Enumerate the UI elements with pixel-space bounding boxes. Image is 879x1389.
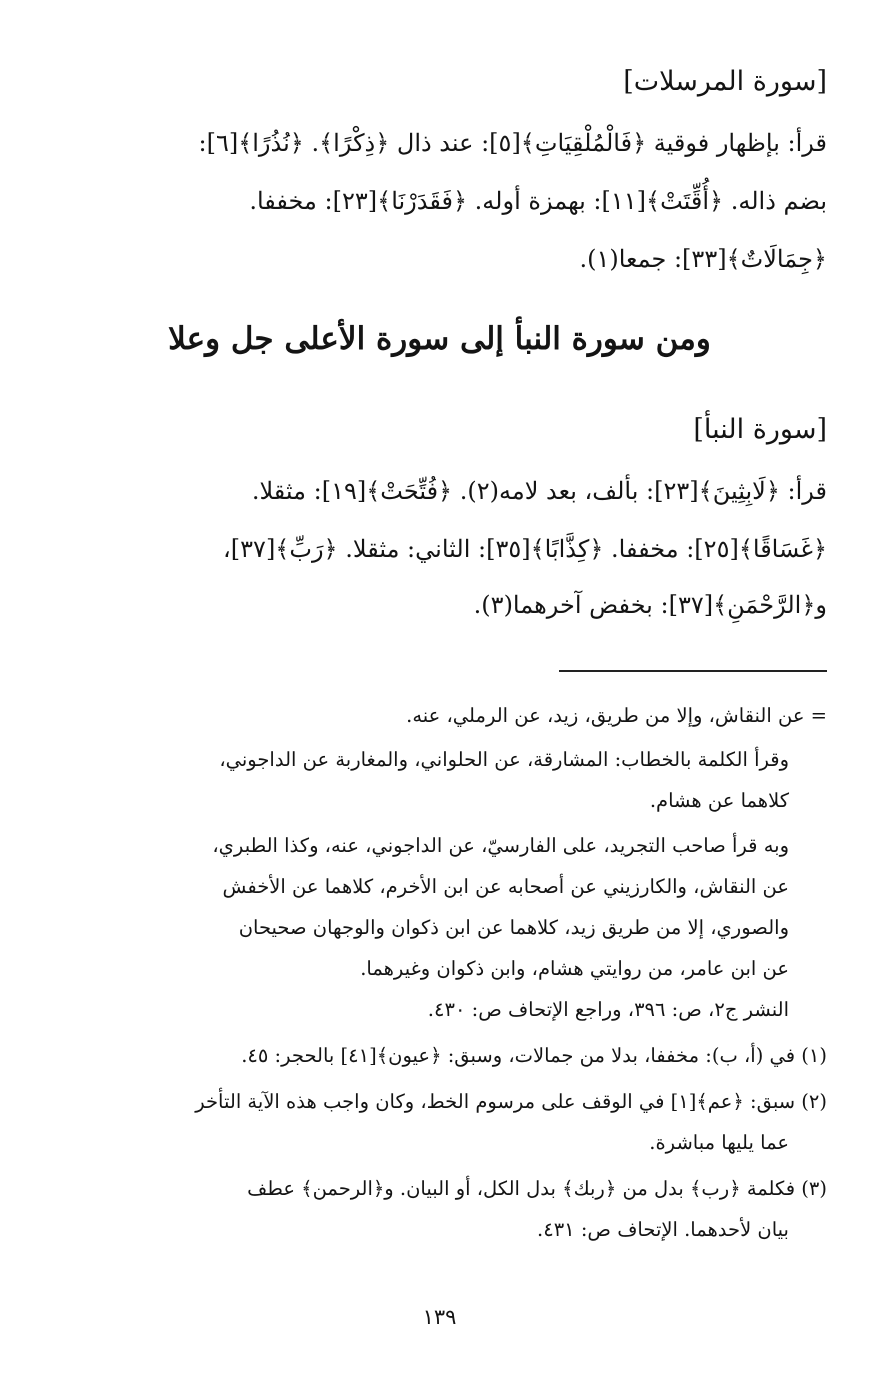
footnote-1: (١) في (أ، ب): مخففا، بدلا من جمالات، وسبق: ﴿عيون﴾[٤١] بالحجر: ٤٥.	[241, 1044, 827, 1067]
body-line: و﴿الرَّحْمَنِ﴾[٣٧]: بخفض آخرهما(٣).	[473, 591, 827, 619]
footnote-separator	[559, 670, 827, 672]
section-title-mursalat: [سورة المرسلات]	[623, 66, 827, 97]
footnote-line: كلاهما عن هشام.	[649, 789, 789, 812]
footnote-line: والصوري، إلا من طريق زيد، كلاهما عن ابن ذكوان والوجهان صحيحان	[238, 916, 789, 939]
page-number: ١٣٩	[422, 1305, 457, 1329]
body-line: قرأ: ﴿لَابِثِينَ﴾[٢٣]: بألف، بعد لامه(٢). ﴿فُتِّحَتْ﴾[١٩]: مثقلا.	[251, 477, 827, 505]
footnote-line: النشر ج٢، ص: ٣٩٦، وراجع الإتحاف ص: ٤٣٠.	[427, 998, 789, 1021]
section-title-naba: [سورة النبأ]	[693, 414, 827, 445]
footnote-line: عن ابن عامر، من روايتي هشام، وابن ذكوان وغيرهما.	[360, 957, 789, 980]
body-line: ﴿غَسَاقًا﴾[٢٥]: مخففا. ﴿كِذَّابًا﴾[٣٥]: الثاني: مثقلا. ﴿رَبِّ﴾[٣٧]،	[223, 535, 827, 563]
footnote-3-continued: بيان لأحدهما. الإتحاف ص: ٤٣١.	[537, 1218, 789, 1241]
body-line: قرأ: بإظهار فوقية ﴿فَالْمُلْقِيَاتِ﴾[٥]: عند ذال ﴿ذِكْرًا﴾. ﴿نُذُرًا﴾[٦]:	[198, 129, 827, 157]
footnote-line: وبه قرأ صاحب التجريد، على الفارسيّ، عن الداجوني، عنه، وكذا الطبري،	[212, 834, 789, 857]
footnote-3: (٣) فكلمة ﴿رب﴾ بدل من ﴿ربك﴾ بدل الكل، أو البيان. و﴿الرحمن﴾ عطف	[247, 1177, 827, 1200]
footnote-line: وقرأ الكلمة بالخطاب: المشارقة، عن الحلواني، والمغاربة عن الداجوني،	[219, 748, 789, 771]
footnote-line: = عن النقاش، وإلا من طريق، زيد، عن الرملي، عنه.	[406, 704, 827, 727]
body-line: بضم ذاله. ﴿أُقِّتَتْ﴾[١١]: بهمزة أوله. ﴿فَقَدَرْنَا﴾[٢٣]: مخففا.	[249, 187, 827, 215]
chapter-heading: ومن سورة النبأ إلى سورة الأعلى جل وعلا	[168, 321, 711, 357]
footnote-2-continued: عما يليها مباشرة.	[649, 1131, 789, 1154]
footnote-2: (٢) سبق: ﴿عم﴾[١] في الوقف على مرسوم الخط، وكان واجب هذه الآية التأخر	[195, 1090, 827, 1113]
body-line: ﴿جِمَالَاتٌ﴾[٣٣]: جمعا(١).	[579, 245, 827, 273]
footnote-line: عن النقاش، والكارزيني عن أصحابه عن ابن الأخرم، كلاهما عن الأخفش	[222, 875, 789, 898]
